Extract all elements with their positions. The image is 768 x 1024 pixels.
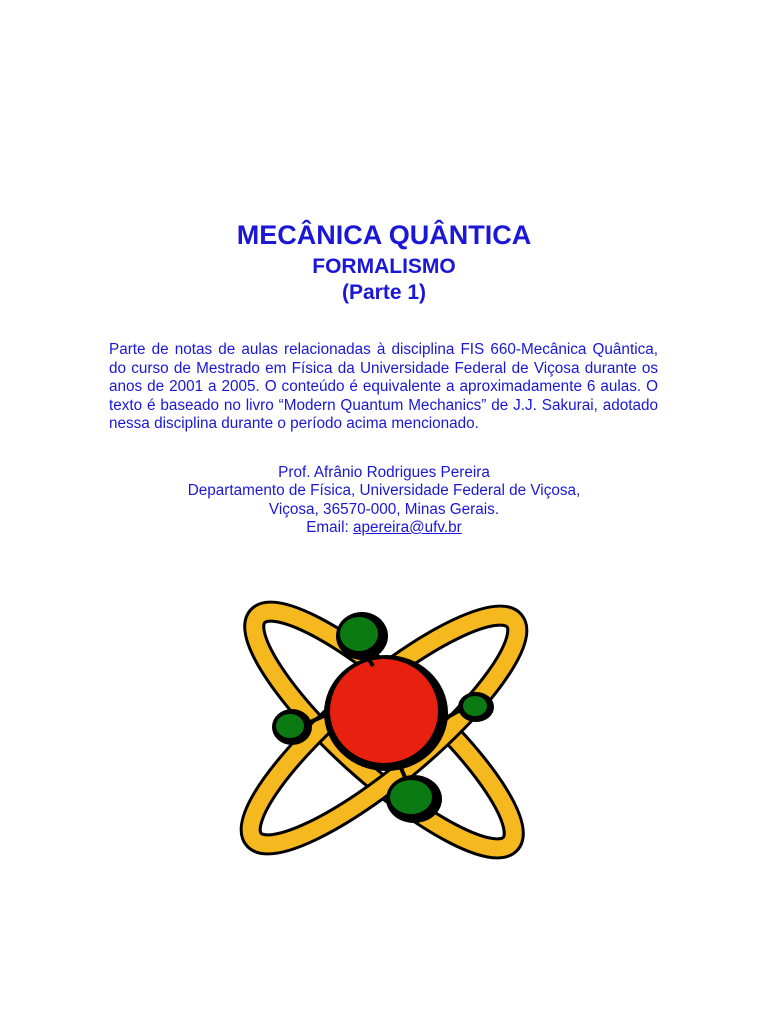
atom-icon	[228, 600, 540, 860]
email-link[interactable]: apereira@ufv.br	[352, 518, 462, 536]
author-email-line	[0, 519, 768, 537]
abstract-paragraph: Parte de notas de aulas relacionadas à disciplina FIS 660-Mecânica Quântica, do curso de Mestrado em Física da Universidade Federal de Viçosa durante os anos de 2001 a 2005. O conteúdo é equivalente a aproximadamente 6 aulas. O texto é baseado no livro “Modern Quantum Mechanics” de J.J. Sakurai, adotado nessa disciplina durante o período acima mencionado.	[109, 341, 658, 432]
nucleus	[324, 655, 448, 771]
document-title: MECÂNICA QUÂNTICA	[236, 220, 532, 250]
document-part: (Parte 1)	[341, 281, 427, 304]
author-name: Prof. Afrânio Rodrigues Pereira	[278, 464, 490, 481]
author-department: Departamento de Física, Universidade Federal de Viçosa,	[187, 482, 581, 500]
author-block	[0, 464, 768, 537]
document-subtitle: FORMALISMO	[312, 255, 456, 278]
author-address: Viçosa, 36570-000, Minas Gerais.	[268, 500, 500, 518]
email-label: Email:	[306, 518, 353, 536]
